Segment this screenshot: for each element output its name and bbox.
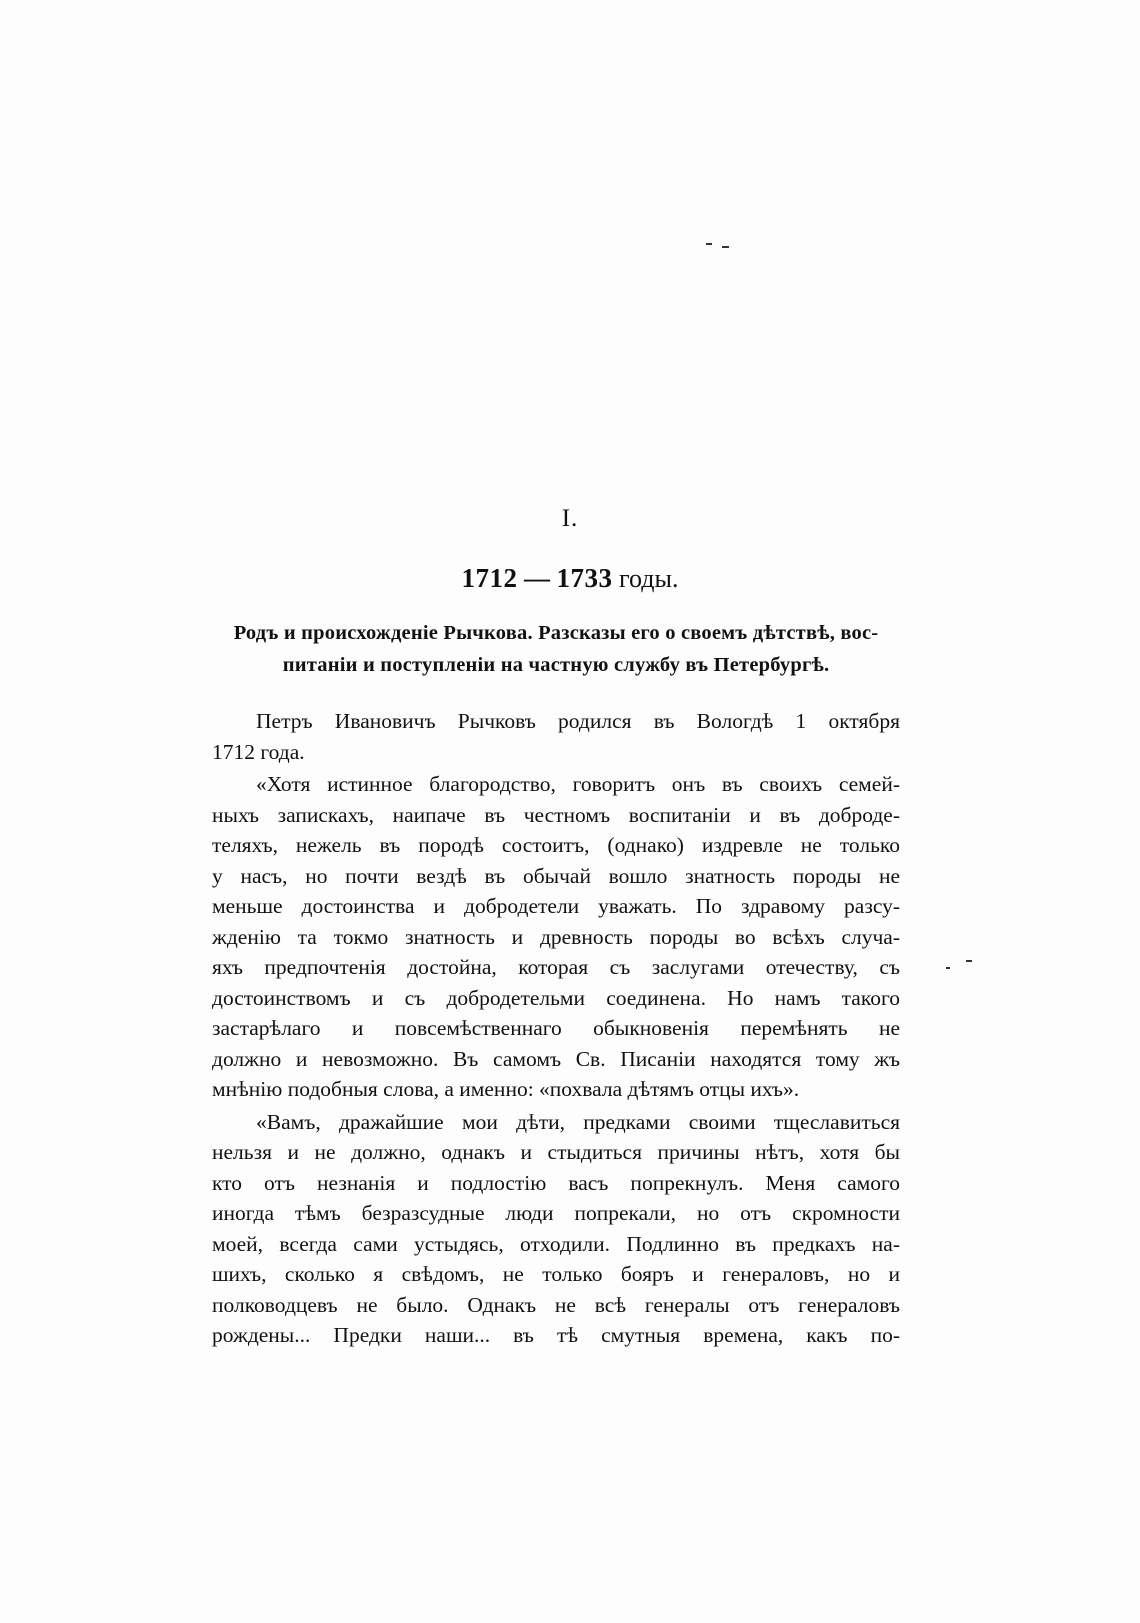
text-line: «Вамъ, дражайшие мои дѣти, предками своими тщеславиться [256, 1109, 900, 1134]
scan-speck [946, 967, 950, 969]
text-line: жденію та токмо знатность и древность породы во всѣхъ случа- [212, 924, 900, 949]
text-line: ныхъ запискахъ, наипаче въ честномъ воспитаніи и въ доброде- [212, 802, 900, 827]
text-line: мнѣнію подобныя слова, а именно: «похвала дѣтямъ отцы ихъ». [212, 1077, 800, 1101]
chapter-number: I. [561, 505, 579, 532]
scan-speck [722, 246, 729, 248]
year-end: 1733 [556, 563, 613, 593]
paragraph [212, 706, 900, 767]
text-line: нельзя и не должно, однакъ и стыдиться причины нѣтъ, хотя бы [212, 1140, 900, 1164]
text-line: полководцевъ не было. Однакъ не всѣ генералы отъ генераловъ [212, 1292, 900, 1317]
summary-line: Родъ и происхожденіе Рычкова. Разсказы его о своемъ дѣтствѣ, вос- [233, 622, 879, 644]
text-line: достоинствомъ и съ добродетельми соединена. Но намъ такого [212, 985, 900, 1010]
text-line: теляхъ, нежель въ породѣ состоитъ, (однако) издревле не только [212, 833, 900, 857]
chapter-years [0, 563, 1140, 594]
text-line: иногда тѣмъ безразсудные люди попрекали, но отъ скромности [212, 1201, 900, 1225]
body-text [212, 706, 900, 1351]
year-dash: — [517, 564, 557, 593]
paragraph [212, 769, 900, 1105]
chapter-summary [212, 617, 900, 681]
text-line: 1712 года. [212, 739, 305, 764]
text-line: шихъ, сколько я свѣдомъ, не только бояръ и генераловъ, но и [212, 1262, 900, 1286]
summary-line: питаніи и поступленіи на частную службу въ Петербургѣ. [282, 654, 830, 676]
year-start: 1712 [461, 563, 518, 593]
text-line: моей, всегда сами устыдясь, отходили. Подлинно въ предкахъ на- [212, 1231, 900, 1256]
text-line: рождены... Предки наши... въ тѣ смутныя времена, какъ по- [212, 1323, 900, 1347]
text-line: должно и невозможно. Въ самомъ Св. Писаніи находятся тому жъ [212, 1046, 900, 1071]
text-line: у насъ, но почти вездѣ въ обычай вошло знатность породы не [212, 863, 900, 888]
text-line: «Хотя истинное благородство, говоритъ онъ въ своихъ семей- [256, 772, 900, 796]
text-line: застарѣлаго и повсемѣственнаго обыкновенія перемѣнять не [212, 1016, 900, 1040]
text-line: кто отъ незнанія и подлостію васъ попрекнулъ. Меня самого [212, 1170, 900, 1195]
text-line: яхъ предпочтенія достойна, которая съ заслугами отечеству, съ [212, 955, 900, 979]
years-word: годы. [612, 564, 679, 593]
text-line: Петръ Ивановичъ Рычковъ родился въ Вологдѣ 1 октября [256, 709, 900, 733]
scan-speck [966, 960, 972, 962]
paragraph [212, 1107, 900, 1351]
text-line: меньше достоинства и добродетели уважать. По здравому разсу- [212, 894, 900, 918]
scan-speck [706, 243, 712, 245]
